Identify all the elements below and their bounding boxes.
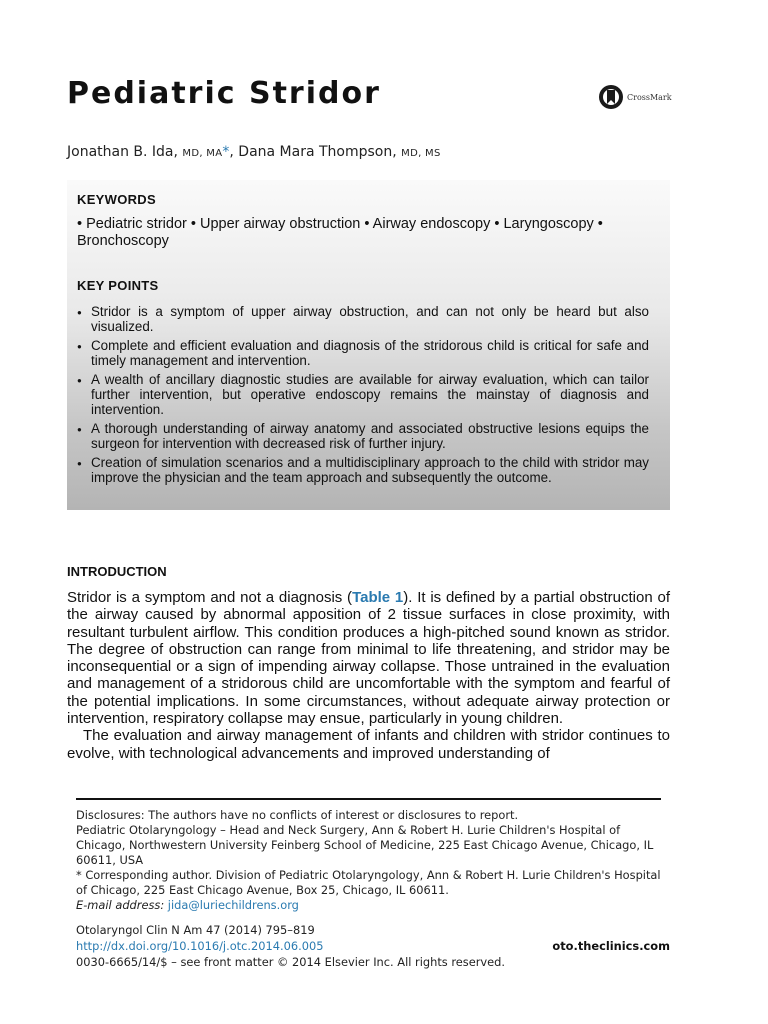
author-line	[67, 144, 441, 160]
key-point: ● Complete and efficient evaluation and diagnosis of the stridorous child is critical for safe and timely management and intervention.	[77, 338, 649, 368]
paragraph-text: ). It is defined by a partial obstruction of the airway caused by abnormal apposition of 2 tissue surfaces in close proximity, with resultant turbulent airflow. This condition produces a high-pitched sound known as stridor. The degree of obstruction can range from minimal to life threatening, and stridor may be inconsequential or a sign of impending airway collapse. Those untrained in the evaluation and management of a stridorous child are uncomfortable with the symptom and fearful of the potential implications. In some circumstances, without adequate airway protection or intervention, respiratory collapse may ensue, particularly in young children.	[67, 589, 670, 728]
key-points-list	[77, 304, 649, 489]
table-1-link[interactable]: Table 1	[352, 589, 404, 606]
doi-link[interactable]: http://dx.doi.org/10.1016/j.otc.2014.06.005	[76, 939, 324, 953]
crossmark-label: CrossMark	[627, 92, 672, 102]
email-link[interactable]: jida@luriechildrens.org	[167, 898, 299, 912]
paragraph-text: Stridor is a symptom and not a diagnosis (	[67, 589, 353, 606]
crossmark-badge[interactable]	[598, 84, 672, 110]
keywords-list: • Pediatric stridor • Upper airway obstruction • Airway endoscopy • Laryngoscopy • Bronchoscopy	[77, 216, 603, 249]
article-title: Pediatric Stridor	[67, 76, 381, 111]
author-separator: ,	[229, 144, 234, 160]
copyright-line: 0030-6665/14/$ – see front matter © 2014 Elsevier Inc. All rights reserved.	[76, 955, 506, 969]
citation-block	[76, 922, 670, 970]
email-line	[76, 898, 670, 913]
author-degrees: MD, MS	[401, 148, 441, 159]
paragraph	[67, 589, 670, 727]
paragraph: The evaluation and airway management of infants and children with stridor continues to evolve, with technological advancements and improved understanding of	[67, 727, 670, 762]
author-name: Dana Mara Thompson,	[238, 144, 397, 160]
key-point: ● Stridor is a symptom of upper airway obstruction, and can not only be heard but also visualized.	[77, 304, 649, 334]
crossmark-icon	[598, 84, 624, 110]
key-point: ● A thorough understanding of airway anatomy and associated obstructive lesions equips the surgeon for intervention with decreased risk of further injury.	[77, 421, 649, 451]
introduction-body	[67, 589, 670, 762]
corresponding-author-note: * Corresponding author. Division of Pediatric Otolaryngology, Ann & Robert H. Lurie Children's Hospital of Chicago, 225 East Chicago Avenue, Box 25, Chicago, IL 60611.	[76, 868, 661, 897]
journal-citation: Otolaryngol Clin N Am 47 (2014) 795–819	[76, 923, 315, 937]
corresponding-author-mark[interactable]: *	[222, 144, 230, 160]
journal-website[interactable]: oto.theclinics.com	[552, 939, 670, 953]
keywords-heading: KEYWORDS	[77, 192, 156, 207]
footnote-divider	[76, 798, 661, 800]
email-label: E-mail address:	[76, 898, 165, 912]
section-heading-introduction: INTRODUCTION	[67, 564, 167, 579]
affiliation-note: Pediatric Otolaryngology – Head and Neck Surgery, Ann & Robert H. Lurie Children's Hospital of Chicago, Northwestern University Feinberg School of Medicine, 225 East Chicago Avenue, Chicago, IL 60611, USA	[76, 823, 654, 867]
key-point: ● A wealth of ancillary diagnostic studies are available for airway evaluation, which can tailor further intervention, but operative endoscopy remains the mainstay of diagnosis and intervention.	[77, 372, 649, 417]
author-name: Jonathan B. Ida,	[67, 144, 178, 160]
keywords-keypoints-box	[67, 180, 670, 510]
disclosures-note: Disclosures: The authors have no conflicts of interest or disclosures to report.	[76, 808, 519, 822]
doi-row	[76, 938, 670, 954]
author-degrees: MD, MA	[182, 148, 223, 159]
key-points-heading: KEY POINTS	[77, 278, 159, 293]
key-point: ● Creation of simulation scenarios and a multidisciplinary approach to the child with stridor may improve the physician and the team approach and subsequently the outcome.	[77, 455, 649, 485]
footnotes	[76, 808, 670, 913]
